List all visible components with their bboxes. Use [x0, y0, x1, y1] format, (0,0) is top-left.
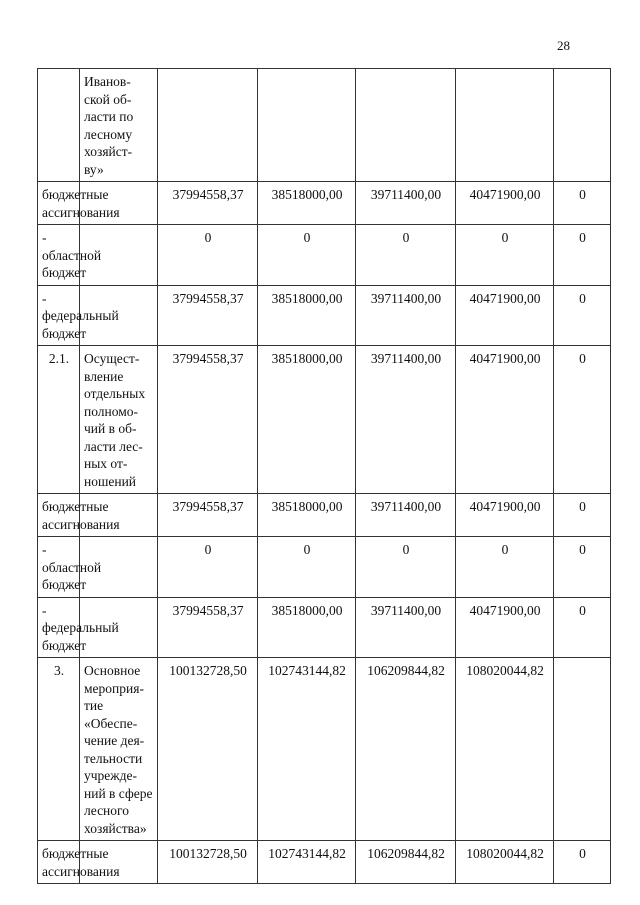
amount-cell: 38518000,00	[258, 182, 356, 225]
amount-cell: 37994558,37	[158, 597, 258, 658]
program-item-row	[38, 69, 611, 182]
funding-source-row	[38, 841, 611, 884]
item-number	[38, 69, 80, 182]
amount-cell: 38518000,00	[258, 597, 356, 658]
amount-cell: 0	[554, 346, 611, 494]
amount-cell: 0	[554, 597, 611, 658]
funding-source-row	[38, 225, 611, 286]
item-number: 3.	[38, 658, 80, 841]
amount-cell: 40471900,00	[456, 182, 554, 225]
amount-cell: 102743144,82	[258, 658, 356, 841]
amount-cell: 38518000,00	[258, 346, 356, 494]
funding-source-label: - областной бюджет	[38, 537, 80, 598]
amount-cell: 0	[554, 225, 611, 286]
funding-source-row	[38, 597, 611, 658]
amount-cell: 0	[456, 225, 554, 286]
amount-cell: 0	[554, 537, 611, 598]
item-number: 2.1.	[38, 346, 80, 494]
amount-cell: 0	[554, 494, 611, 537]
amount-cell	[554, 658, 611, 841]
program-item-row	[38, 658, 611, 841]
amount-cell: 106209844,82	[356, 841, 456, 884]
funding-source-label: - областной бюджет	[38, 225, 80, 286]
funding-source-label: бюджетные ассигнования	[38, 494, 80, 537]
amount-cell: 0	[456, 537, 554, 598]
item-name: Осущест- вление отдельных полномо- чий в об- ласти лес- ных от- ношений	[80, 346, 158, 494]
amount-cell: 0	[258, 537, 356, 598]
funding-source-row	[38, 285, 611, 346]
amount-cell	[356, 69, 456, 182]
budget-table	[37, 68, 611, 884]
funding-source-label: бюджетные ассигнования	[38, 841, 80, 884]
funding-source-label: - федеральный бюджет	[38, 285, 80, 346]
amount-cell: 39711400,00	[356, 597, 456, 658]
amount-cell: 37994558,37	[158, 346, 258, 494]
amount-cell: 0	[554, 285, 611, 346]
amount-cell: 100132728,50	[158, 658, 258, 841]
amount-cell: 39711400,00	[356, 182, 456, 225]
funding-source-row	[38, 182, 611, 225]
item-name: Основное мероприя- тие «Обеспе- чение дея- тельности учрежде- ний в сфере лесного хозяйства»	[80, 658, 158, 841]
program-item-row	[38, 346, 611, 494]
funding-source-label: бюджетные ассигнования	[38, 182, 80, 225]
amount-cell: 108020044,82	[456, 658, 554, 841]
amount-cell: 40471900,00	[456, 346, 554, 494]
amount-cell: 40471900,00	[456, 494, 554, 537]
amount-cell: 38518000,00	[258, 285, 356, 346]
amount-cell: 39711400,00	[356, 346, 456, 494]
funding-source-label: - федеральный бюджет	[38, 597, 80, 658]
amount-cell: 108020044,82	[456, 841, 554, 884]
amount-cell: 38518000,00	[258, 494, 356, 537]
amount-cell: 39711400,00	[356, 285, 456, 346]
amount-cell: 106209844,82	[356, 658, 456, 841]
amount-cell: 0	[158, 537, 258, 598]
amount-cell: 0	[554, 182, 611, 225]
amount-cell: 37994558,37	[158, 182, 258, 225]
amount-cell: 37994558,37	[158, 285, 258, 346]
amount-cell: 0	[158, 225, 258, 286]
amount-cell: 0	[356, 537, 456, 598]
amount-cell: 40471900,00	[456, 597, 554, 658]
amount-cell: 0	[258, 225, 356, 286]
amount-cell: 0	[554, 841, 611, 884]
amount-cell	[456, 69, 554, 182]
funding-source-row	[38, 494, 611, 537]
amount-cell: 102743144,82	[258, 841, 356, 884]
item-name: Иванов- ской об- ласти по лесному хозяйст- ву»	[80, 69, 158, 182]
funding-source-row	[38, 537, 611, 598]
amount-cell: 39711400,00	[356, 494, 456, 537]
amount-cell	[158, 69, 258, 182]
amount-cell: 40471900,00	[456, 285, 554, 346]
amount-cell: 37994558,37	[158, 494, 258, 537]
page-number: 28	[557, 38, 570, 53]
amount-cell	[258, 69, 356, 182]
amount-cell	[554, 69, 611, 182]
amount-cell: 100132728,50	[158, 841, 258, 884]
amount-cell: 0	[356, 225, 456, 286]
